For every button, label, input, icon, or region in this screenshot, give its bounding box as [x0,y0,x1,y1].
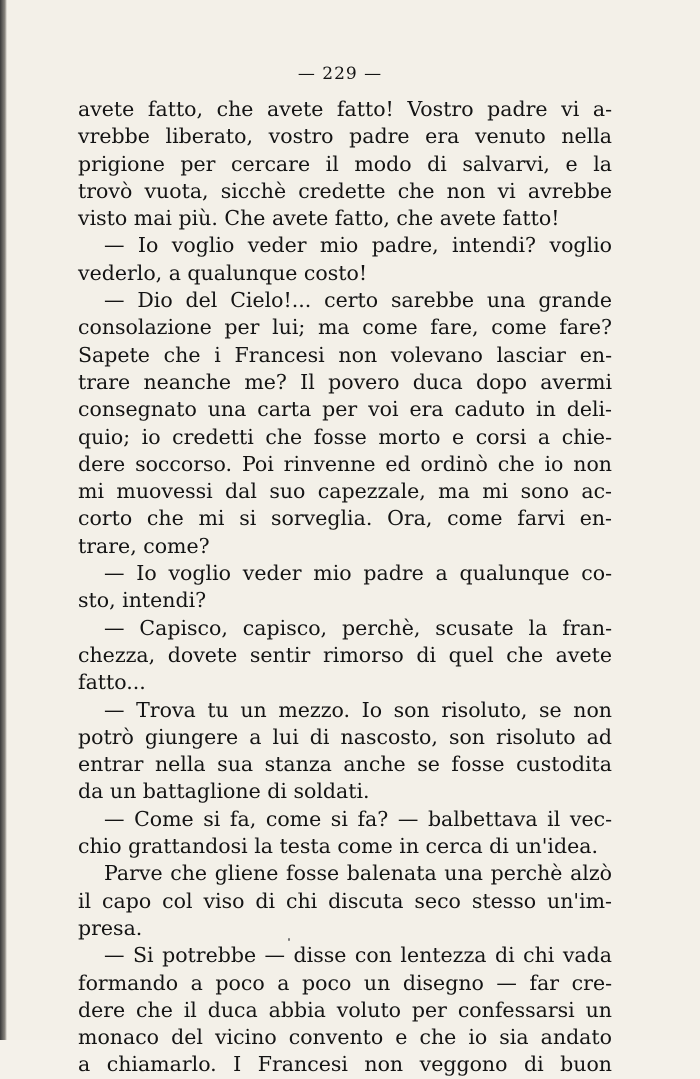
text-line: — Io voglio veder mio padre, intendi? voglio [104,233,612,258]
text-line: chio grattandosi la testa come in cerca di un'idea. [78,834,598,859]
text-line: consegnato una carta per voi era caduto in deli- [78,397,612,422]
text-line: visto mai più. Che avete fatto, che avete fatto! [78,206,560,231]
text-line: vrebbe liberato, vostro padre era venuto nella [78,124,612,149]
page-spine-edge [0,0,7,1040]
text-line: quio; io credetti che fosse morto e corsi a chie- [78,424,612,449]
text-line: formando a poco a poco un disegno — far cre- [78,970,612,995]
text-line: entrar nella sua stanza anche se fosse custodita [78,752,612,777]
text-line: mi muovessi dal suo capezzale, ma mi sono ac- [78,479,612,504]
text-line: chezza, dovete sentir rimorso di quel che avete [78,642,612,667]
text-line: — Capisco, capisco, perchè, scusate la fran- [104,615,612,640]
text-line: dere che il duca abbia voluto per confessarsi un [78,997,612,1022]
text-line: corto che mi si sorveglia. Ora, come farvi en- [78,506,612,531]
text-line: potrò giungere a lui di nascosto, son risoluto ad [78,724,612,749]
text-line: trare neanche me? Il povero duca dopo avermi [78,369,612,394]
body-text [78,96,612,1079]
text-line: prigione per cercare il modo di salvarvi, e la [78,151,612,176]
text-line: Sapete che i Francesi non volevano lasciar en- [78,342,612,367]
text-line: — Dio del Cielo!... certo sarebbe una grande [104,288,612,313]
text-line: — Trova tu un mezzo. Io son risoluto, se non [104,697,612,722]
text-line: — Si potrebbe — disse con lentezza di chi vada [104,943,612,968]
text-line: trare, come? [78,533,210,558]
paper-speck [288,938,290,941]
text-line: Parve che gliene fosse balenata una perchè alzò [104,861,612,886]
text-line: consolazione per lui; ma come fare, come fare? [78,315,612,340]
text-line: trovò vuota, sicchè credette che non vi avrebbe [78,178,612,203]
text-line: monaco del vicino convento e che io sia andato [78,1025,612,1050]
text-line: avete fatto, che avete fatto! Vostro padre vi a- [78,97,612,121]
text-line: dere soccorso. Poi rinvenne ed ordinò che io non [78,451,612,476]
text-line: — Io voglio veder mio padre a qualunque co- [104,561,612,586]
text-line: vederlo, a qualunque costo! [78,260,368,285]
text-line: a chiamarlo. I Francesi non veggono di buon [78,1052,612,1077]
text-line: da un battaglione di soldati. [78,779,370,804]
text-line: fatto... [78,670,146,695]
text-line: il capo col viso di chi discuta seco stesso un'im- [78,888,612,913]
page-number: — 229 — [297,64,383,84]
text-line: — Come si fa, come si fa? — balbettava il vec- [104,806,612,831]
text-line: presa. [78,915,143,940]
text-line: sto, intendi? [78,588,207,613]
